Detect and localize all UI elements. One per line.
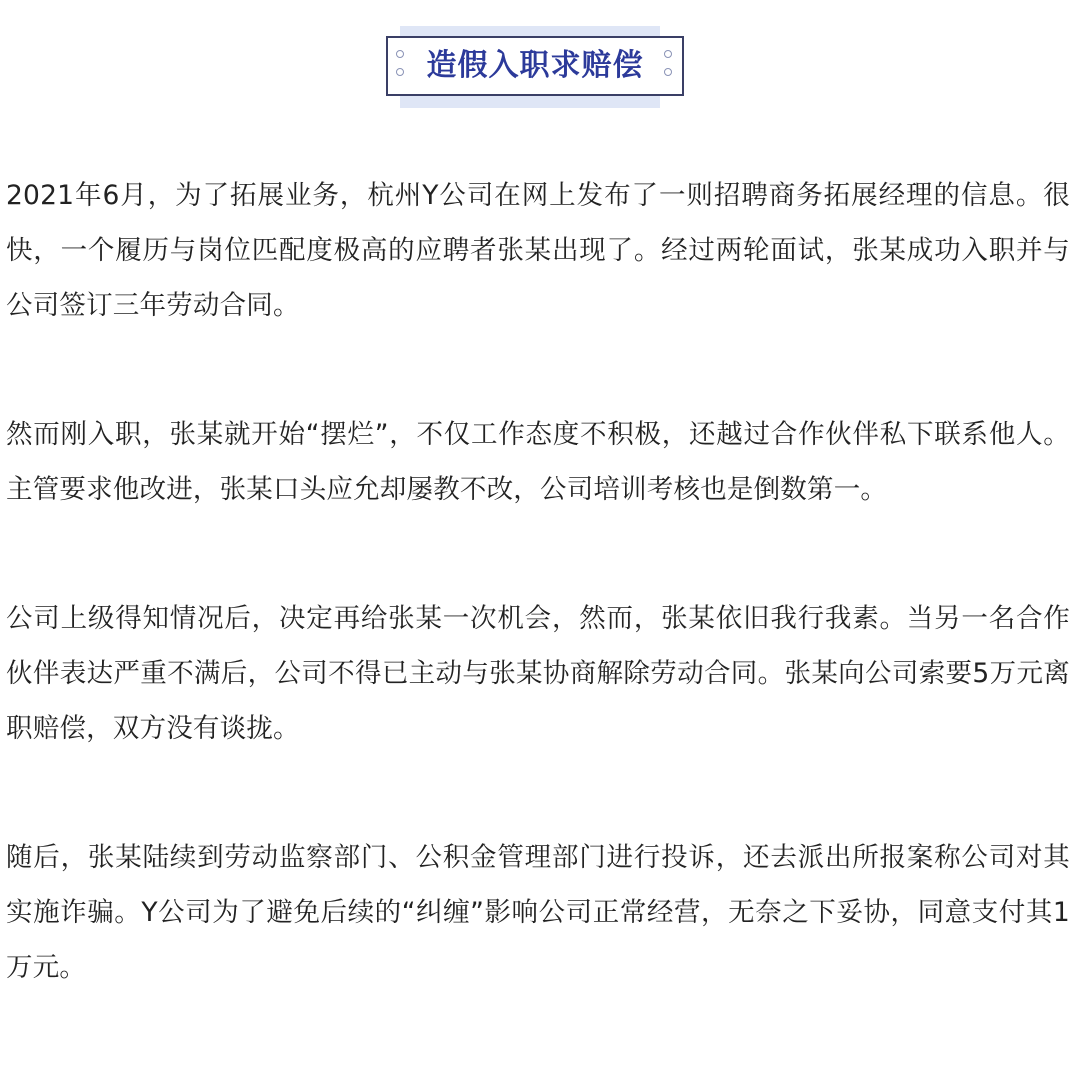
paragraph-1: 2021年6月，为了拓展业务，杭州Y公司在网上发布了一则招聘商务拓展经理的信息。很快，一个履历与岗位匹配度极高的应聘者张某出现了。经过两轮面试，张某成功入职并与公司签订三年劳动合同。 xyxy=(6,180,1070,321)
right-dots-ornament xyxy=(664,50,674,82)
paragraph-2: 然而刚入职，张某就开始“摆烂”，不仅工作态度不积极，还越过合作伙伴私下联系他人。主管要求他改进，张某口头应允却屡教不改，公司培训考核也是倒数第一。 xyxy=(6,419,1070,505)
section-title: 造假入职求赔偿 xyxy=(426,48,644,83)
article-body xyxy=(6,168,1070,1069)
ring-dot-icon xyxy=(664,50,672,58)
paragraph-3: 公司上级得知情况后，决定再给张某一次机会，然而，张某依旧我行我素。当另一名合作伙伴表达严重不满后，公司不得已主动与张某协商解除劳动合同。张某向公司索要5万元离职赔偿，双方没有谈拢。 xyxy=(6,603,1070,744)
title-frame xyxy=(386,36,684,96)
paragraph-4: 随后，张某陆续到劳动监察部门、公积金管理部门进行投诉，还去派出所报案称公司对其实施诈骗。Y公司为了避免后续的“纠缠”影响公司正常经营，无奈之下妥协，同意支付其1万元。 xyxy=(6,842,1070,983)
ring-dot-icon xyxy=(664,68,672,76)
section-title-badge xyxy=(386,26,690,102)
